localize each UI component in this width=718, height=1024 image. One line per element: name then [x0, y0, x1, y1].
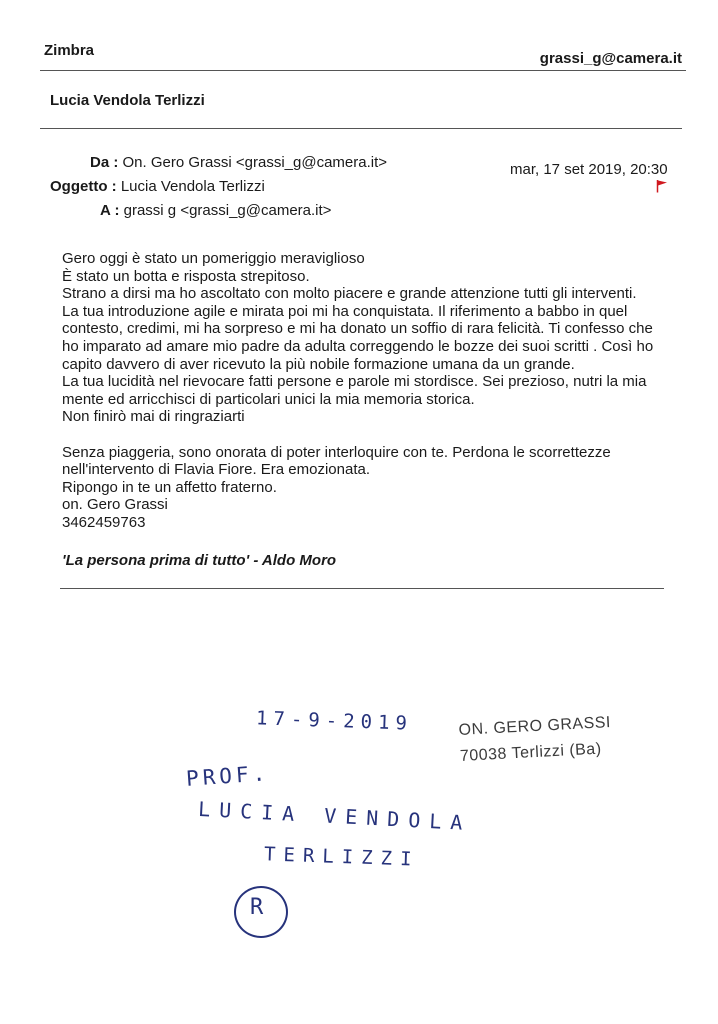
body-paragraph-2 — [62, 444, 662, 532]
handwritten-recipient: LUCIA VENDOLA — [197, 796, 472, 836]
body-line: Strano a dirsi ma ho ascoltato con molto piacere e grande attenzione tutti gli interventi. — [62, 285, 637, 303]
office-stamp — [458, 710, 613, 770]
from-label: Da : — [90, 154, 119, 171]
subject-row — [50, 178, 265, 195]
stamp-line-1: ON. GERO GRASSI — [458, 714, 612, 739]
account-email: grassi_g@camera.it — [539, 50, 682, 67]
body-line: nell'intervento di Flavia Fiore. Era emozionata. — [62, 461, 371, 479]
from-value: On. Gero Grassi <grassi_g@camera.it> — [122, 154, 388, 171]
signature-phone: 3462459763 — [62, 513, 146, 531]
handwritten-date: 17-9-2019 — [255, 707, 414, 735]
from-row — [90, 154, 387, 171]
red-flag-icon — [656, 179, 668, 193]
message-body — [62, 250, 662, 532]
to-label: A : — [100, 202, 120, 219]
title-divider — [40, 128, 682, 129]
to-row — [100, 202, 331, 219]
stamp-line-2: 70038 Terlizzi (Ba) — [459, 740, 602, 765]
signature-quote: 'La persona prima di tutto' - Aldo Moro — [62, 552, 337, 569]
body-line: Ripongo in te un affetto fraterno. — [62, 478, 277, 496]
body-line: Senza piaggeria, sono onorata di poter interloquire con te. Perdona le scorrettezze — [62, 443, 611, 461]
body-line: La tua introduzione agile e mirata poi mi ha conquistata. Il riferimento a babbo in quel — [62, 302, 628, 320]
subject-value: Lucia Vendola Terlizzi — [120, 178, 265, 195]
subject-label: Oggetto : — [50, 178, 117, 195]
body-line: Non finirò mai di ringraziarti — [62, 408, 245, 426]
body-line: ho imparato ad amare mio padre da adulta correggendo le bozze dei suoi scritti . Così ho — [62, 337, 654, 355]
body-paragraph-1 — [62, 250, 662, 426]
body-line: contesto, credimi, mi ha sorpreso e mi ha donato un soffio di rara felicità. Ti confesso che — [62, 320, 653, 338]
body-line: Gero oggi è stato un pomeriggio meraviglioso — [62, 250, 365, 267]
circled-letter: R — [250, 895, 264, 920]
footer-divider — [60, 588, 664, 589]
body-line: È stato un botta e risposta strepitoso. — [62, 267, 310, 285]
to-value: grassi g <grassi_g@camera.it> — [123, 202, 332, 219]
signature-name: on. Gero Grassi — [62, 496, 168, 514]
handwritten-city: TERLIZZI — [263, 843, 420, 871]
body-line: mente ed arricchisci di particolari unici la mia memoria storica. — [62, 390, 475, 408]
brand-name: Zimbra — [44, 42, 95, 59]
message-date: mar, 17 set 2019, 20:30 — [510, 161, 668, 178]
handwritten-title: PROF. — [185, 761, 270, 791]
body-line: La tua lucidità nel rievocare fatti persone e parole mi stordisce. Sei prezioso, nutri la mia — [62, 373, 647, 391]
header-divider — [40, 70, 686, 71]
body-line: capito davvero di aver ricevuto la più nobile formazione umana da un grande. — [62, 355, 575, 373]
message-title: Lucia Vendola Terlizzi — [50, 92, 205, 109]
